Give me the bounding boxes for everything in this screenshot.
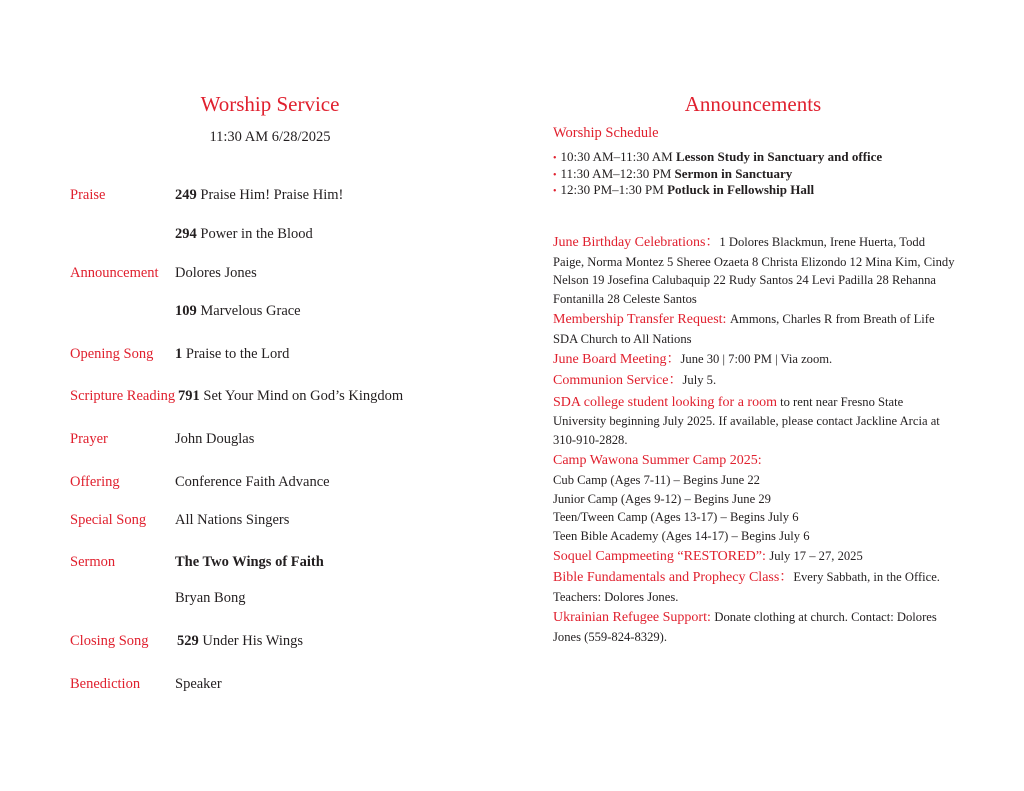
program-label: Offering xyxy=(70,474,120,490)
program-value: All Nations Singers xyxy=(175,512,290,528)
bullet-icon: • xyxy=(553,186,557,197)
camp-line: Cub Camp (Ages 7-11) – Begins June 22 xyxy=(553,472,760,487)
sermon-title: The Two Wings of Faith xyxy=(175,554,324,570)
program-value: 294 Power in the Blood xyxy=(175,226,313,242)
program-label: Closing Song xyxy=(70,633,149,649)
program-value: Speaker xyxy=(175,676,222,692)
program-value: John Douglas xyxy=(175,431,255,447)
announcement-item: Soquel Campmeeting “RESTORED”: July 17 – 27, 2025 xyxy=(553,549,863,565)
worship-service-title: Worship Service xyxy=(200,92,340,116)
program-label: Prayer xyxy=(70,431,108,447)
camp-line: Teen/Tween Camp (Ages 13-17) – Begins July 6 xyxy=(553,510,799,525)
worship-schedule-title: Worship Schedule xyxy=(553,125,659,141)
program-label: Special Song xyxy=(70,512,147,528)
announcement-item: SDA college student looking for a room to rent near Fresno State University beginning July 2025. If available, please contact Jackline Arcia at 310-910-2828. xyxy=(553,394,940,448)
list-item: • 10:30 AM–11:30 AM Lesson Study in Sanctuary and office xyxy=(553,149,883,164)
program-value: 249 Praise Him! Praise Him! xyxy=(175,187,344,203)
program-label: Benediction xyxy=(70,676,141,692)
announcements-list xyxy=(553,233,958,648)
announcements-title: Announcements xyxy=(684,92,822,116)
announcement-item: Camp Wawona Summer Camp 2025: xyxy=(553,453,762,469)
list-item: • 11:30 AM–12:30 PM Sermon in Sanctuary xyxy=(553,165,793,181)
program-value: 791 Set Your Mind on God’s Kingdom xyxy=(178,388,404,404)
announcement-item: Bible Fundamentals and Prophecy Class：Every Sabbath, in the Office. Teachers: Dolores Jones. xyxy=(553,570,940,605)
program-value: 1 Praise to the Lord xyxy=(175,346,290,362)
bullet-icon: • xyxy=(553,169,557,181)
bullet-icon: • xyxy=(553,153,557,164)
program-label: Sermon xyxy=(70,554,116,570)
service-datetime: 11:30 AM 6/28/2025 xyxy=(209,129,331,145)
program-value: Dolores Jones xyxy=(175,265,257,281)
program-label: Opening Song xyxy=(70,346,154,362)
announcement-item: June Board Meeting：June 30 | 7:00 PM | Via zoom. xyxy=(553,352,833,368)
program-value: 109 Marvelous Grace xyxy=(175,303,301,319)
program-label: Scripture Reading xyxy=(70,388,176,404)
camp-line: Junior Camp (Ages 9-12) – Begins June 29 xyxy=(553,491,771,506)
program-value: Conference Faith Advance xyxy=(175,474,330,490)
announcement-item: Membership Transfer Request: Ammons, Charles R from Breath of Life SDA Church to All Nations xyxy=(553,312,935,347)
worship-schedule-list xyxy=(553,150,882,200)
program-label: Praise xyxy=(70,187,106,203)
announcement-item: June Birthday Celebrations：1 Dolores Blackmun, Irene Huerta, Todd Paige, Norma Montez 5 Sheree Ozaeta 8 Christa Elizondo 12 Mina Kim, Cindy Nelson 19 Josefina Calubaquip 22 Rudy Santos 24 Levi Padilla 28 Rehanna Fontanilla 28 Celeste Santos xyxy=(553,235,955,307)
list-item: • 12:30 PM–1:30 PM Potluck in Fellowship Hall xyxy=(553,182,815,197)
program-label: Announcement xyxy=(70,265,159,281)
announcement-item: Ukrainian Refugee Support: Donate clothing at church. Contact: Dolores Jones (559-824-8329). xyxy=(553,610,937,645)
speaker-name: Bryan Bong xyxy=(175,590,246,606)
announcement-item: Communion Service：July 5. xyxy=(553,373,717,389)
camp-line: Teen Bible Academy (Ages 14-17) – Begins July 6 xyxy=(553,529,810,544)
program-value: 529 Under His Wings xyxy=(177,633,304,649)
